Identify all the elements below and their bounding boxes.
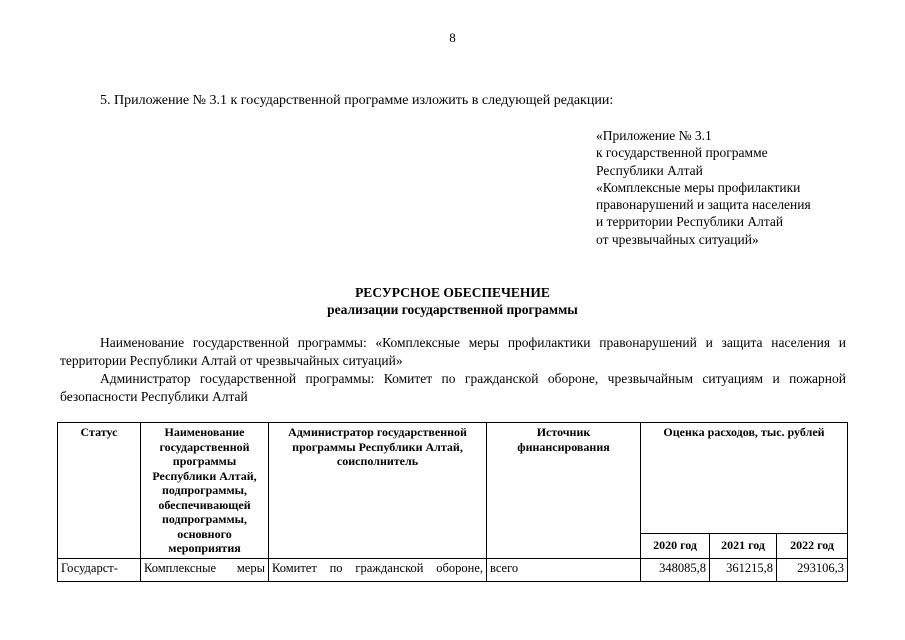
- resource-table: [57, 422, 848, 582]
- appendix-line: Республики Алтай: [596, 162, 703, 178]
- header-status: Статус: [58, 423, 141, 559]
- program-name-paragraph: Наименование государственной программы: «Комплексные меры профилактики правонарушений и защита населения и территории Республики Алтай от чрезвычайных ситуаций»: [60, 335, 846, 368]
- cell-2022: 293106,3: [777, 558, 848, 581]
- table-header-row: [58, 423, 848, 534]
- cell-admin: Комитет по гражданской обороне,: [269, 558, 487, 581]
- table-row: [58, 558, 848, 581]
- appendix-line: «Комплексные меры профилактики: [596, 179, 801, 195]
- appendix-line: и территории Республики Алтай: [596, 214, 784, 230]
- cell-2021: 361215,8: [710, 558, 777, 581]
- administrator-paragraph: Администратор государственной программы: Комитет по гражданской обороне, чрезвычайным ситуациям и пожарной безопасности Республики Алтай: [60, 371, 846, 404]
- header-name: Наименование государственной программы Республики Алтай, подпрограммы, обеспечивающей подпрограммы, основного мероприятия: [141, 423, 269, 559]
- header-estimate: Оценка расходов, тыс. рублей: [641, 423, 848, 534]
- cell-status: Государст-: [58, 558, 141, 581]
- cell-name: Комплексные меры: [141, 558, 269, 581]
- appendix-block: [596, 127, 811, 248]
- header-year-2022: 2022 год: [777, 533, 848, 558]
- header-admin: Администратор государственной программы Республики Алтай, соисполнитель: [269, 423, 487, 559]
- document-title: [0, 284, 905, 318]
- title-line-2: реализации государственной программы: [327, 302, 578, 317]
- appendix-line: от чрезвычайных ситуаций»: [596, 231, 759, 247]
- title-line-1: РЕСУРСНОЕ ОБЕСПЕЧЕНИЕ: [355, 285, 550, 300]
- header-year-2020: 2020 год: [641, 533, 710, 558]
- cell-source: всего: [487, 558, 641, 581]
- header-source: Источник финансирования: [487, 423, 641, 559]
- appendix-line: «Приложение № 3.1: [596, 128, 712, 143]
- appendix-line: к государственной программе: [596, 145, 768, 161]
- cell-2020: 348085,8: [641, 558, 710, 581]
- appendix-line: правонарушений и защита населения: [596, 197, 811, 213]
- header-year-2021: 2021 год: [710, 533, 777, 558]
- item-5-text: 5. Приложение № 3.1 к государственной программе изложить в следующей редакции:: [100, 93, 614, 108]
- page-number: 8: [449, 30, 456, 45]
